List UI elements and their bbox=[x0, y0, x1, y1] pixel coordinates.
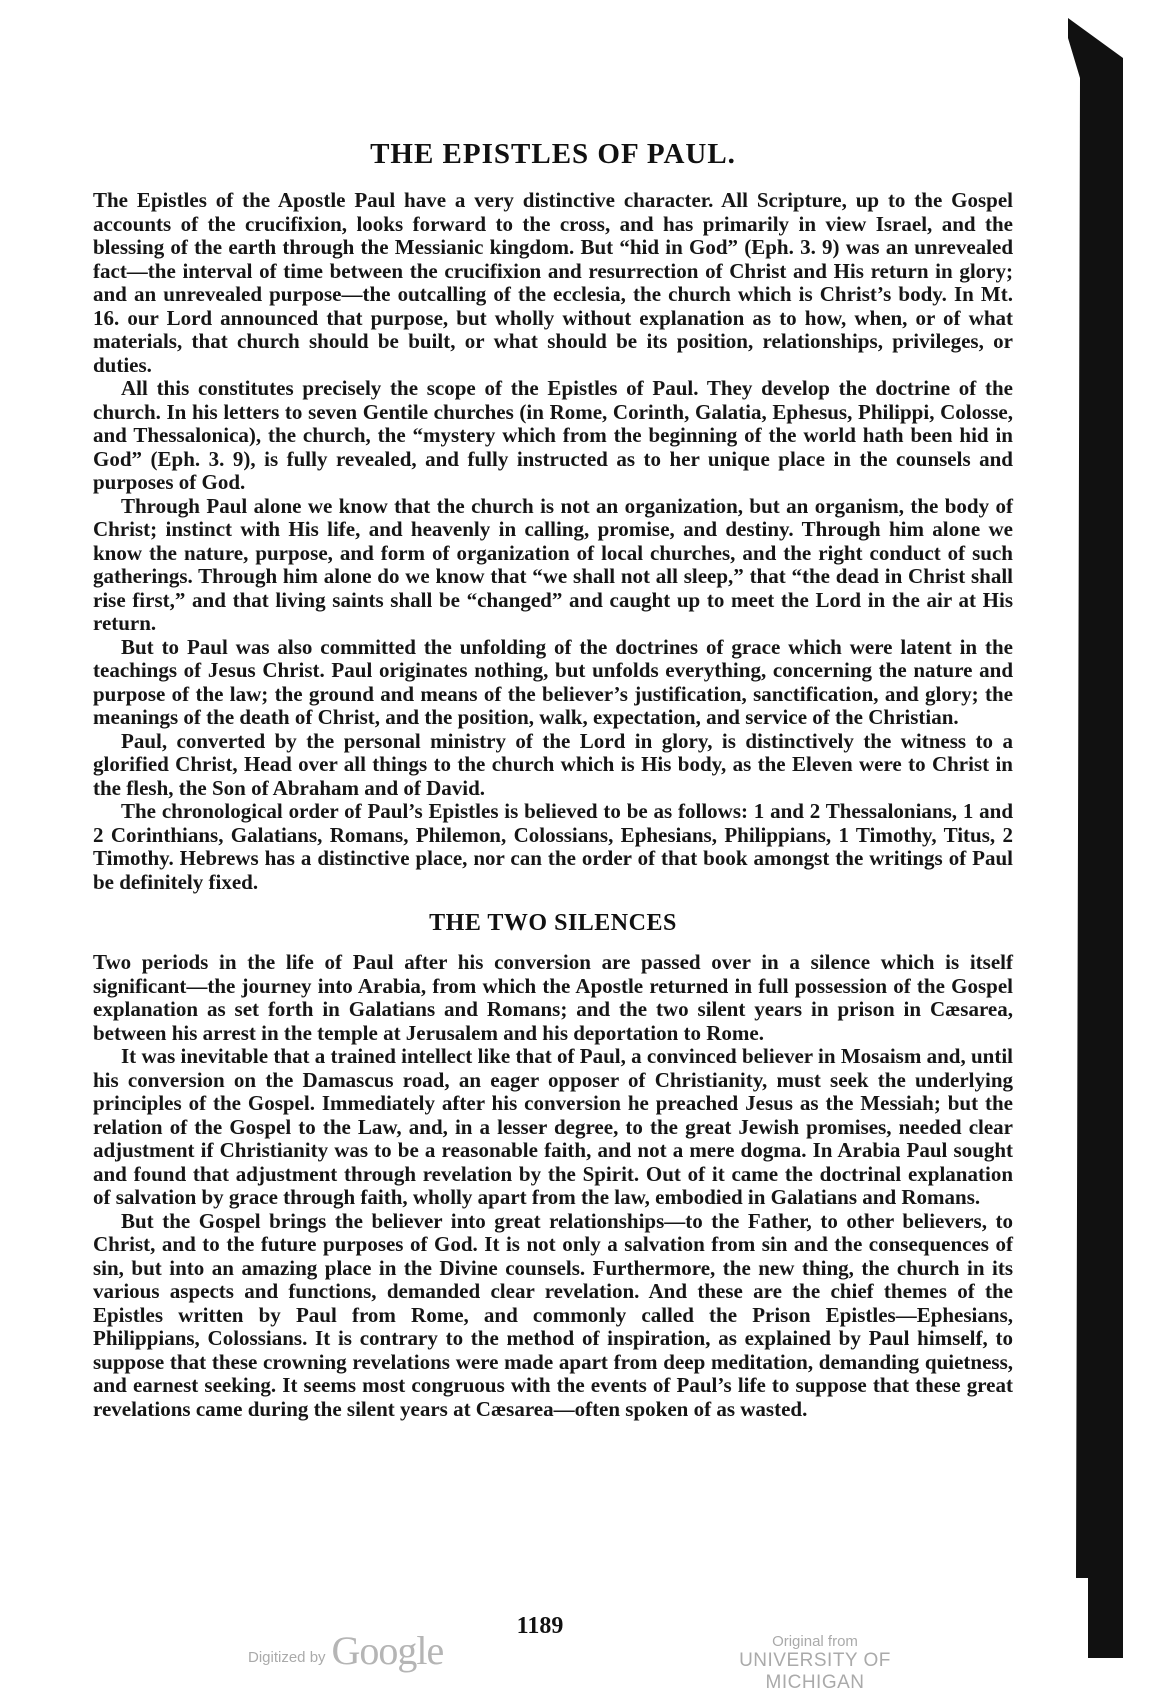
digitized-by-watermark bbox=[248, 1630, 443, 1674]
paragraph: It was inevitable that a trained intellect like that of Paul, a convinced believer in Mosaism and, until his conversion on the Damascus road, an eager opposer of Christianity, must seek the underlying principles of the Gospel. Immediately after his conversion he preached Jesus as the Messiah; but the relation of the Gospel to the Law, and, in a lesser degree, to the great Jewish promises, needed clear adjustment if Christianity was to be a reasonable faith, and not a mere dogma. In Arabia Paul sought and found that adjustment through revelation by the Spirit. Out of it came the doctrinal explanation of salvation by grace through faith, wholly apart from the law, embodied in Galatians and Romans. bbox=[93, 1044, 1013, 1209]
page-title: THE EPISTLES OF PAUL. bbox=[370, 138, 736, 170]
original-from-label: Original from bbox=[772, 1633, 858, 1650]
epistles-section bbox=[93, 189, 1013, 894]
google-logo: Google bbox=[331, 1628, 444, 1673]
paragraph: But to Paul was also committed the unfolding of the doctrines of grace which were latent in the teachings of Jesus Christ. Paul originates nothing, but unfolds everything, concerning the nature and purpose of the law; the ground and means of the believer’s justification, sanctification, and glory; the meanings of the death of Christ, and the position, walk, expectation, and service of the Christian. bbox=[93, 634, 1013, 729]
paragraph: But the Gospel brings the believer into great relationships—to the Father, to other believers, to Christ, and to the future purposes of God. It is not only a salvation from sin and the consequences of sin, but into an amazing place in the Divine counsels. Furthermore, the new thing, the church in its various aspects and functions, demanded clear revelation. And these are the chief themes of the Epistles written by Paul from Rome, and commonly called the Prison Epistles—Ephesians, Philippians, Colossians. It is contrary to the method of inspiration, as explained by Paul himself, to suppose that these crowning revelations were made apart from deep meditation, demanding quietness, and earnest seeking. It seems most congruous with the events of Paul’s life to suppose that these great revelations came during the silent years at Cæsarea—often spoken of as wasted. bbox=[93, 1208, 1013, 1421]
page-edge-shadow bbox=[1068, 18, 1123, 1658]
paragraph: The chronological order of Paul’s Epistles is believed to be as follows: 1 and 2 Thessalonians, 1 and 2 Corinthians, Galatians, Romans, Philemon, Colossians, Ephesians, Philippians, 1 Timothy, Titus, 2 Timothy. Hebrews has a distinctive place, nor can the order of that book amongst the writings of Paul be definitely fixed. bbox=[93, 799, 1013, 894]
digitized-by-label: Digitized by bbox=[248, 1649, 326, 1666]
university-label: UNIVERSITY OF MICHIGAN bbox=[739, 1650, 891, 1693]
paragraph: The Epistles of the Apostle Paul have a very distinctive character. All Scripture, up to the Gospel accounts of the crucifixion, looks forward to the cross, and has primarily in view Israel, and the blessing of the earth through the Messianic kingdom. But “hid in God” (Eph. 3. 9) was an unrevealed fact—the interval of time between the crucifixion and resurrection of Christ and His return in glory; and an unrevealed purpose—the outcalling of the ecclesia, the church which is Christ’s body. In Mt. 16. our Lord announced that purpose, but wholly without explanation as to how, when, or of what materials, that church should be built, or what should be its position, relationships, privileges, or duties. bbox=[93, 188, 1013, 377]
section-heading: THE TWO SILENCES bbox=[429, 910, 677, 936]
paragraph: Two periods in the life of Paul after his conversion are passed over in a silence which is itself significant—the journey into Arabia, from which the Apostle returned in full possession of the Gospel explanation as set forth in Galatians and Romans; and the two silent years in prison in Cæsarea, between his arrest in the temple at Jerusalem and his deportation to Rome. bbox=[93, 950, 1013, 1045]
paragraph: All this constitutes precisely the scope of the Epistles of Paul. They develop the doctrine of the church. In his letters to seven Gentile churches (in Rome, Corinth, Galatia, Ephesus, Philippi, Colosse, and Thessalonica), the church, the “mystery which from the beginning of the world hath been hid in God” (Eph. 3. 9), is fully revealed, and fully instructed as to her unique place in the counsels and purposes of God. bbox=[93, 376, 1013, 494]
original-source-watermark bbox=[700, 1633, 930, 1694]
two-silences-section bbox=[93, 951, 1013, 1421]
paragraph: Paul, converted by the personal ministry of the Lord in glory, is distinctively the witness to a glorified Christ, Head over all things to the church which is His body, as the Eleven were to Christ in the flesh, the Son of Abraham and of David. bbox=[93, 728, 1013, 800]
page-content bbox=[93, 138, 1013, 1421]
page-number: 1189 bbox=[516, 1613, 564, 1639]
paragraph: Through Paul alone we know that the church is not an organization, but an organism, the body of Christ; instinct with His life, and heavenly in calling, promise, and destiny. Through him alone we know the nature, purpose, and form of organization of local churches, and the right conduct of such gatherings. Through him alone do we know that “we shall not all sleep,” that “the dead in Christ shall rise first,” and that living saints shall be “changed” and caught up to meet the Lord in the air at His return. bbox=[93, 493, 1013, 635]
